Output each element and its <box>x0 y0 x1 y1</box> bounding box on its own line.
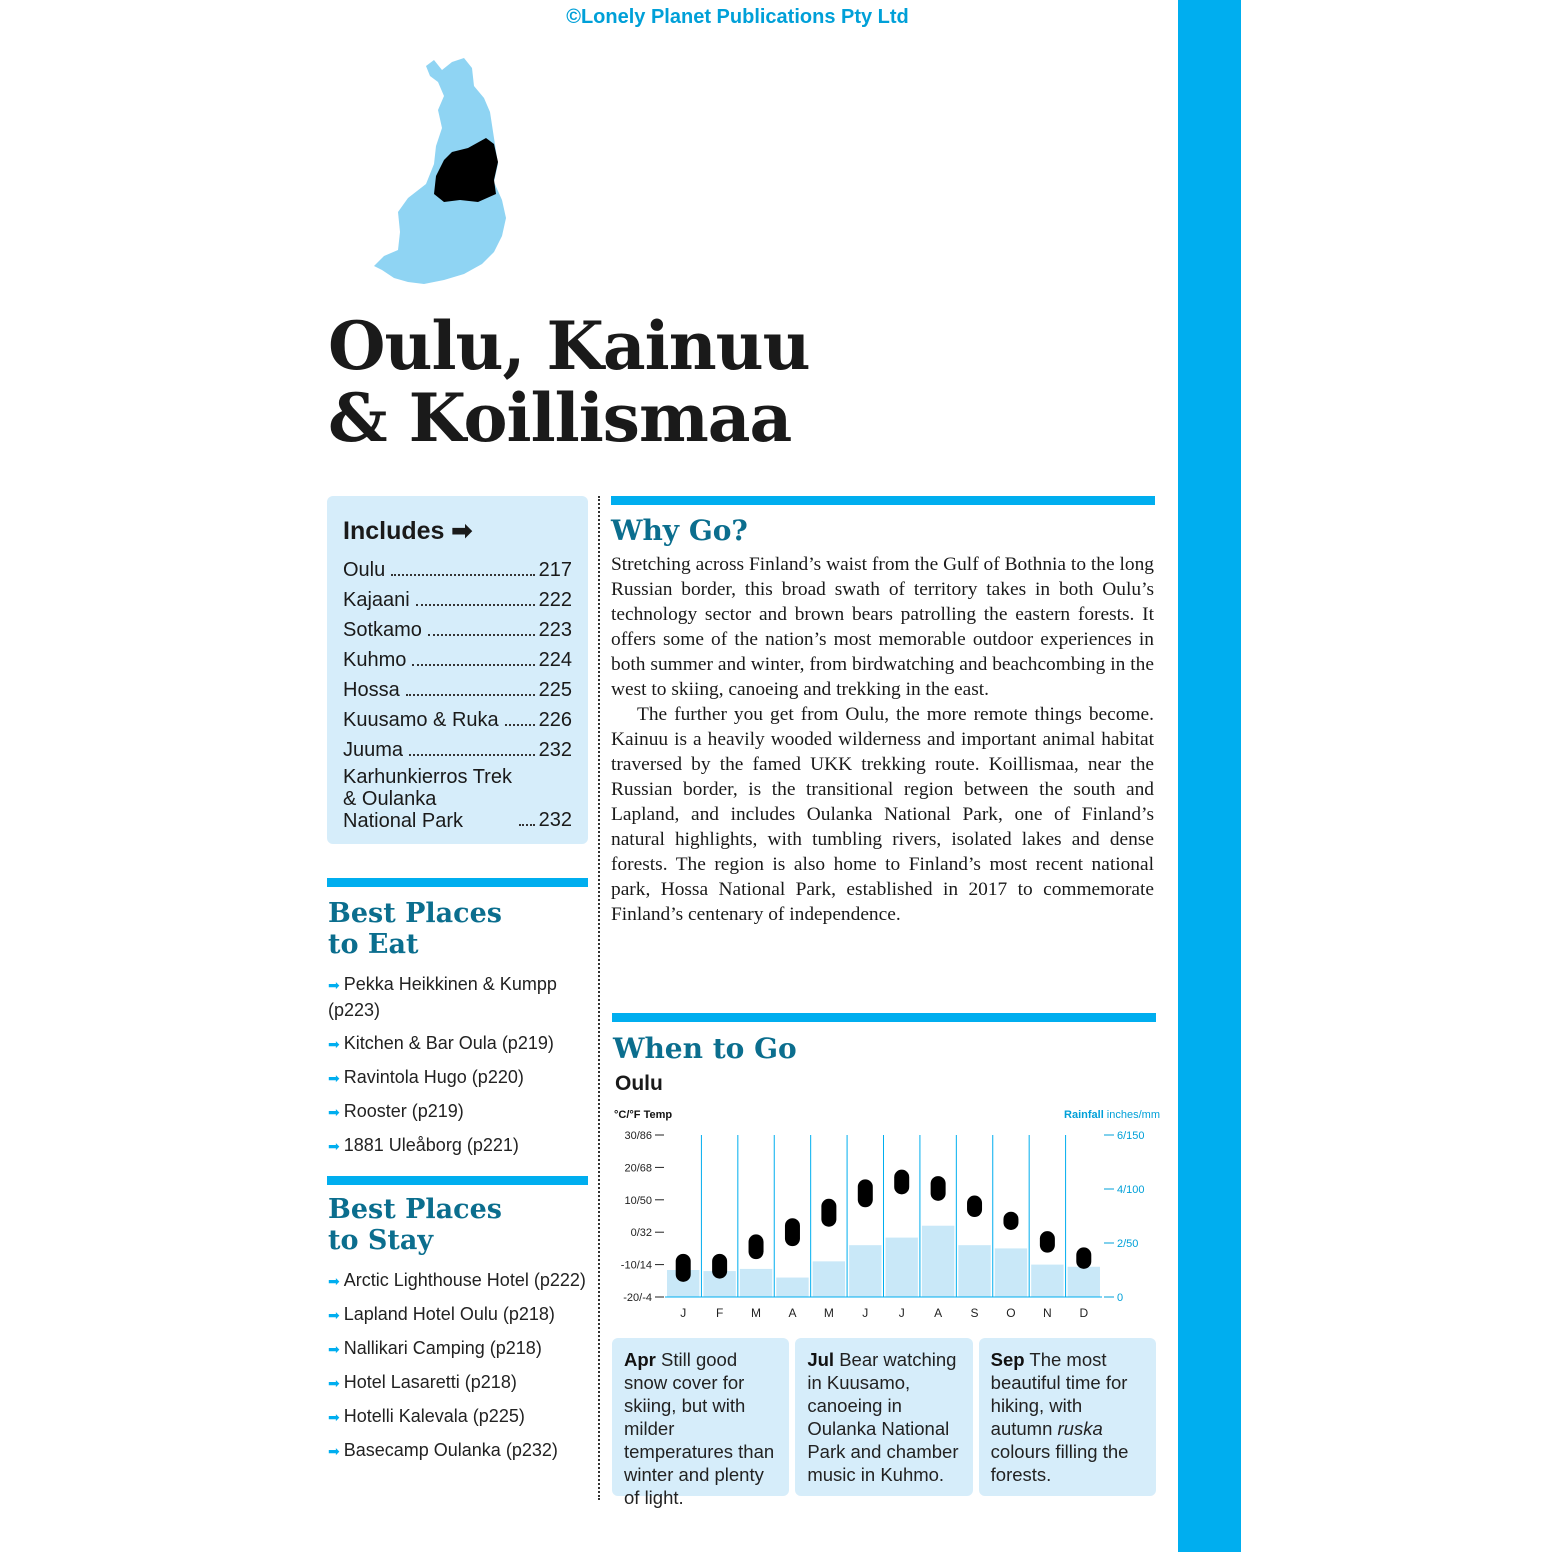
why-go-body <box>611 552 1154 927</box>
includes-item <box>343 766 572 832</box>
rainfall-bar <box>813 1261 845 1297</box>
month-note-jul <box>795 1338 972 1496</box>
includes-item-page: 232 <box>538 739 572 761</box>
arrow-icon: ➡ <box>328 1070 340 1086</box>
why-go-rule <box>611 496 1155 505</box>
includes-item-page: 224 <box>538 649 572 671</box>
includes-item-name: Kuhmo <box>343 649 407 671</box>
month-note-apr-month: Apr <box>624 1349 656 1370</box>
best-stay-heading-line2: to Stay <box>328 1225 434 1256</box>
month-label: F <box>715 1306 724 1320</box>
temp-tick-label: 20/68 <box>624 1162 652 1175</box>
list-item-text: Ravintola Hugo (p220) <box>343 1067 524 1087</box>
arrow-icon: ➡ <box>328 1443 340 1459</box>
month-note-apr-text: Still good snow cover for skiing, but with milder temperatures than winter and plenty of light. <box>624 1349 775 1508</box>
list-item-text: Basecamp Oulanka (p232) <box>343 1440 558 1460</box>
best-eat-heading-line2: to Eat <box>328 929 419 960</box>
list-item <box>328 1370 590 1396</box>
month-notes <box>612 1338 1156 1508</box>
list-item <box>328 1065 590 1091</box>
rainfall-bar <box>995 1248 1027 1297</box>
list-item <box>328 1099 590 1125</box>
includes-item-name: Oulu <box>343 559 386 581</box>
rainfall-bar <box>740 1269 772 1297</box>
best-stay-heading-line1: Best Places <box>328 1194 502 1225</box>
rain-tick-label: 6/150 <box>1117 1130 1145 1142</box>
rainfall-bar <box>958 1245 990 1297</box>
climate-chart <box>612 1100 1162 1330</box>
includes-item-page: 223 <box>538 619 572 641</box>
list-item <box>328 1268 590 1294</box>
leader-dots <box>428 634 535 636</box>
list-item-text: Rooster (p219) <box>343 1101 464 1121</box>
includes-heading: Includes ➡ <box>343 517 473 545</box>
includes-list <box>343 552 572 832</box>
arrow-icon: ➡ <box>328 1307 340 1323</box>
best-stay-list <box>328 1268 590 1472</box>
includes-item <box>343 702 572 732</box>
list-item-text: Hotel Lasaretti (p218) <box>343 1372 517 1392</box>
rainfall-axis-label: Rainfall inches/mm <box>1064 1109 1160 1121</box>
best-eat-heading <box>328 898 502 960</box>
includes-box <box>327 496 588 844</box>
month-note-apr <box>612 1338 789 1508</box>
why-go-heading: Why Go? <box>611 514 748 547</box>
arrow-icon: ➡ <box>328 1273 340 1289</box>
month-label: M <box>823 1306 834 1320</box>
column-divider <box>598 496 600 1500</box>
arrow-icon: ➡ <box>328 1036 340 1052</box>
includes-item-page: 232 <box>538 809 572 831</box>
includes-item-name: Sotkamo <box>343 619 422 641</box>
climate-city-label: Oulu <box>615 1072 663 1095</box>
why-go-paragraph-2: The further you get from Oulu, the more remote things become. Kainuu is a heavily wooded wilderness and important animal habitat traversed by the famed UKK trekking route. Koillismaa, near the Russian border, is the transitional region between the south and Lapland, and includes Oulanka National Park, one of Finland’s natural highlights, with tumbling rivers, isolated lakes and dense forests. The region is also home to Finland’s most recent national park, Hossa National Park, established in 2017 to commemorate Finland’s centenary of independence. <box>611 704 1154 925</box>
when-to-go-rule <box>612 1013 1156 1022</box>
why-go-paragraph-1: Stretching across Finland’s waist from the Gulf of Bothnia to the long Russian border, this broad swath of territory takes in both Oulu’s technology sector and brown bears patrolling the eastern forests. It offers some of the nation’s most memorable outdoor experiences in both summer and winter, from birdwatching and beachcombing in the west to skiing, canoeing and trekking in the east. <box>611 554 1154 700</box>
finland-locator-map-icon <box>368 52 508 288</box>
rain-tick-label: 2/50 <box>1117 1238 1139 1250</box>
chapter-title-line2: & Koillismaa <box>328 379 792 457</box>
arrow-icon: ➡ <box>328 1375 340 1391</box>
list-item <box>328 1302 590 1328</box>
list-item-text: 1881 Uleåborg (p221) <box>343 1135 519 1155</box>
list-item <box>328 1404 590 1430</box>
best-eat-list <box>328 972 590 1167</box>
rain-tick-label: 4/100 <box>1117 1184 1145 1196</box>
leader-dots <box>412 664 534 666</box>
rain-tick-label: 0 <box>1117 1292 1124 1304</box>
list-item-text: Pekka Heikkinen & Kumpp (p223) <box>328 974 557 1020</box>
rainfall-bar <box>922 1226 954 1297</box>
month-note-sep-month: Sep <box>990 1349 1025 1370</box>
rainfall-bar <box>776 1278 808 1297</box>
list-item <box>328 972 590 1023</box>
month-label: M <box>751 1306 762 1320</box>
leader-dots <box>416 604 535 606</box>
includes-item <box>343 642 572 672</box>
month-note-jul-month: Jul <box>807 1349 835 1370</box>
arrow-icon: ➡ <box>328 1104 340 1120</box>
month-note-sep-text: The most beautiful time for hiking, with autumn ruska colours filling the forests. <box>990 1349 1129 1485</box>
month-label: N <box>1043 1306 1052 1320</box>
arrow-icon: ➡ <box>328 1138 340 1154</box>
month-note-jul-text: Bear watching in Kuusamo, canoeing in Oulanka National Park and chamber music in Kuhmo. <box>807 1349 959 1485</box>
temp-tick-label: 0/32 <box>630 1227 652 1240</box>
includes-item <box>343 672 572 702</box>
list-item-text: Lapland Hotel Oulu (p218) <box>343 1304 555 1324</box>
includes-item <box>343 582 572 612</box>
chapter-tab-bar <box>1178 0 1241 1552</box>
list-item <box>328 1133 590 1159</box>
temp-tick-label: -20/-4 <box>623 1292 652 1304</box>
rainfall-bar <box>849 1245 881 1297</box>
rainfall-bar <box>886 1238 918 1297</box>
leader-dots <box>391 574 534 576</box>
list-item-text: Hotelli Kalevala (p225) <box>343 1406 525 1426</box>
arrow-icon: ➡ <box>328 1409 340 1425</box>
temp-tick-label: 10/50 <box>624 1194 652 1207</box>
list-item <box>328 1031 590 1057</box>
best-stay-heading <box>328 1194 502 1256</box>
arrow-icon: ➡ <box>328 977 340 993</box>
leader-dots <box>505 724 535 726</box>
includes-item-name: Juuma <box>343 739 404 761</box>
month-label: A <box>934 1306 943 1320</box>
temp-tick-label: 30/86 <box>624 1130 652 1142</box>
when-to-go-heading: When to Go <box>613 1032 797 1065</box>
chapter-title <box>328 307 810 457</box>
rainfall-bar <box>1031 1265 1063 1297</box>
includes-item-name: Karhunkierros Trek & Oulanka National Park <box>343 766 512 832</box>
includes-item-page: 222 <box>538 589 572 611</box>
list-item-text: Kitchen & Bar Oula (p219) <box>343 1033 554 1053</box>
leader-dots <box>519 824 535 826</box>
leader-dots <box>409 754 535 756</box>
month-label: D <box>1079 1306 1089 1320</box>
includes-item-name: Kuusamo & Ruka <box>343 709 499 731</box>
copyright-notice: ©Lonely Planet Publications Pty Ltd <box>566 6 909 28</box>
month-label: A <box>788 1306 797 1320</box>
temp-tick-label: -10/14 <box>620 1259 652 1272</box>
includes-item-page: 226 <box>538 709 572 731</box>
includes-item-name: Kajaani <box>343 589 410 611</box>
best-stay-rule <box>327 1176 588 1185</box>
list-item <box>328 1438 590 1464</box>
leader-dots <box>406 694 535 696</box>
list-item-text: Nallikari Camping (p218) <box>343 1338 542 1358</box>
month-label: O <box>1006 1306 1016 1320</box>
month-label: J <box>898 1306 905 1320</box>
month-label: J <box>862 1306 869 1320</box>
rainfall-bar <box>1068 1267 1100 1297</box>
month-note-sep <box>979 1338 1156 1496</box>
includes-item-page: 225 <box>538 679 572 701</box>
temp-axis-label: °C/°F Temp <box>614 1109 673 1121</box>
month-label: J <box>680 1306 687 1320</box>
best-eat-heading-line1: Best Places <box>328 898 502 929</box>
best-eat-rule <box>327 878 588 887</box>
includes-item <box>343 612 572 642</box>
list-item <box>328 1336 590 1362</box>
includes-item <box>343 732 572 762</box>
arrow-icon: ➡ <box>328 1341 340 1357</box>
list-item-text: Arctic Lighthouse Hotel (p222) <box>343 1270 586 1290</box>
includes-item <box>343 552 572 582</box>
includes-item-page: 217 <box>538 559 572 581</box>
month-label: S <box>970 1306 979 1320</box>
chapter-title-line1: Oulu, Kainuu <box>328 307 810 385</box>
includes-item-name: Hossa <box>343 679 400 701</box>
